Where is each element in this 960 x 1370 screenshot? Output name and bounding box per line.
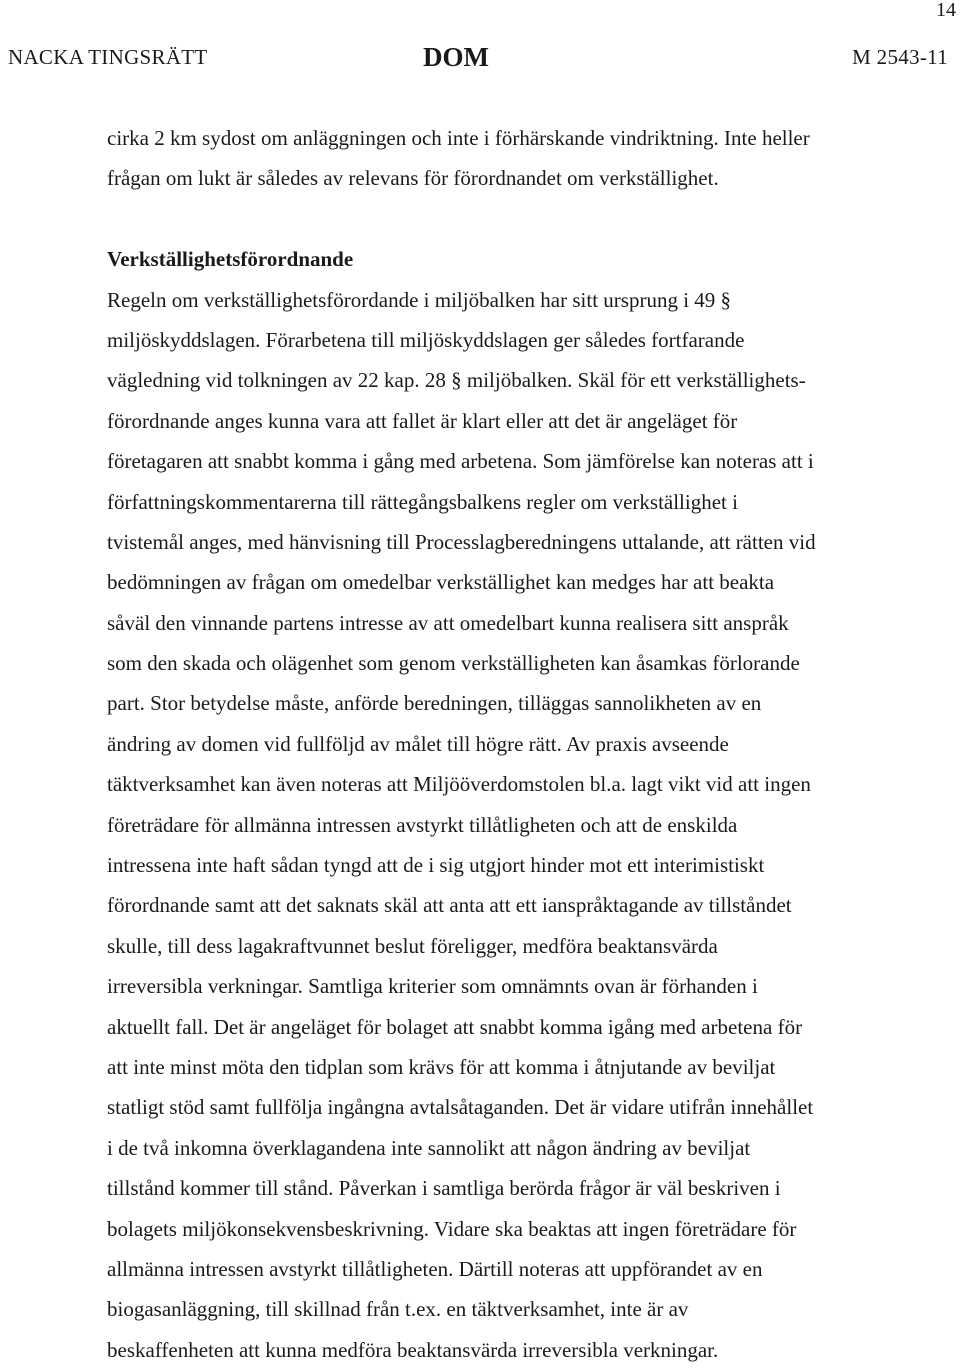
text-line: statligt stöd samt fullfölja ingångna avtalsåtaganden. Det är vidare utifrån innehållet — [107, 1095, 814, 1120]
text-line: bolagets miljökonsekvensbeskrivning. Vidare ska beaktas att ingen företrädare för — [107, 1216, 797, 1241]
case-number: M 2543-11 — [852, 45, 948, 69]
text-line: såväl den vinnande partens intresse av att omedelbart kunna realisera sitt anspråk — [107, 610, 789, 635]
paragraph-spacer — [107, 199, 907, 239]
document-body — [107, 118, 907, 1370]
text-line: irreversibla verkningar. Samtliga kriterier som omnämnts ovan är förhanden i — [107, 974, 758, 999]
text-line: skulle, till dess lagakraftvunnet beslut föreligger, medföra beaktansvärda — [107, 933, 718, 958]
text-line: frågan om lukt är således av relevans för förordnandet om verkställighet. — [107, 166, 719, 191]
text-line: cirka 2 km sydost om anläggningen och inte i förhärskande vindriktning. Inte heller — [107, 126, 810, 150]
text-line: miljöskyddslagen. Förarbetena till miljöskyddslagen ger således fortfarande — [107, 327, 745, 352]
text-line: intressena inte haft sådan tyngd att de i sig utgjort hinder mot ett interimistiskt — [107, 853, 765, 878]
text-line: i de två inkomna överklagandena inte sannolikt att någon ändring av beviljat — [107, 1135, 751, 1160]
paragraph-1 — [107, 118, 907, 199]
document-type: DOM — [423, 42, 489, 72]
text-line: förordnande anges kunna vara att fallet är klart eller att det är angeläget för — [107, 408, 738, 433]
text-line: vägledning vid tolkningen av 22 kap. 28 § miljöbalken. Skäl för ett verkställighets- — [107, 368, 806, 393]
document-header — [0, 44, 960, 74]
text-line: att inte minst möta den tidplan som krävs för att komma i åtnjutande av beviljat — [107, 1054, 776, 1079]
text-line: aktuellt fall. Det är angeläget för bolaget att snabbt komma igång med arbetena för — [107, 1014, 803, 1039]
section-heading: Verkställighetsförordnande — [107, 247, 354, 272]
text-line: biogasanläggning, till skillnad från t.ex. en täktverksamhet, inte är av — [107, 1297, 689, 1322]
text-line: beskaffenheten att kunna medföra beaktansvärda irreversibla verkningar. — [107, 1337, 719, 1362]
court-name: NACKA TINGSRÄTT — [8, 45, 208, 69]
text-line: part. Stor betydelse måste, anförde beredningen, tilläggas sannolikheten av en — [107, 691, 762, 716]
paragraph-2 — [107, 280, 907, 1370]
text-line: företagaren att snabbt komma i gång med arbetena. Som jämförelse kan noteras att i — [107, 449, 814, 474]
text-line: täktverksamhet kan även noteras att Miljööverdomstolen bl.a. lagt vikt vid att ingen — [107, 772, 811, 797]
text-line: förordnande samt att det saknats skäl att anta att ett ianspråktagande av tillståndet — [107, 893, 792, 918]
text-line: tvistemål anges, med hänvisning till Processlagberedningens uttalande, att rätten vid — [107, 529, 816, 554]
text-line: ändring av domen vid fullföljd av målet till högre rätt. Av praxis avseende — [107, 731, 729, 756]
text-line: företrädare för allmänna intressen avstyrkt tillåtligheten och att de enskilda — [107, 812, 738, 837]
text-line: tillstånd kommer till stånd. Påverkan i samtliga berörda frågor är väl beskriven i — [107, 1176, 781, 1201]
text-line: som den skada och olägenhet som genom verkställigheten kan åsamkas förlorande — [107, 651, 800, 676]
page-number: 14 — [936, 0, 956, 21]
text-line: allmänna intressen avstyrkt tillåtligheten. Därtill noteras att uppförandet av en — [107, 1256, 763, 1281]
text-line: Regeln om verkställighetsförordande i miljöbalken har sitt ursprung i 49 § — [107, 287, 732, 312]
text-line: bedömningen av frågan om omedelbar verkställighet kan medges har att beakta — [107, 570, 775, 595]
text-line: författningskommentarerna till rättegångsbalkens regler om verkställighet i — [107, 489, 738, 514]
